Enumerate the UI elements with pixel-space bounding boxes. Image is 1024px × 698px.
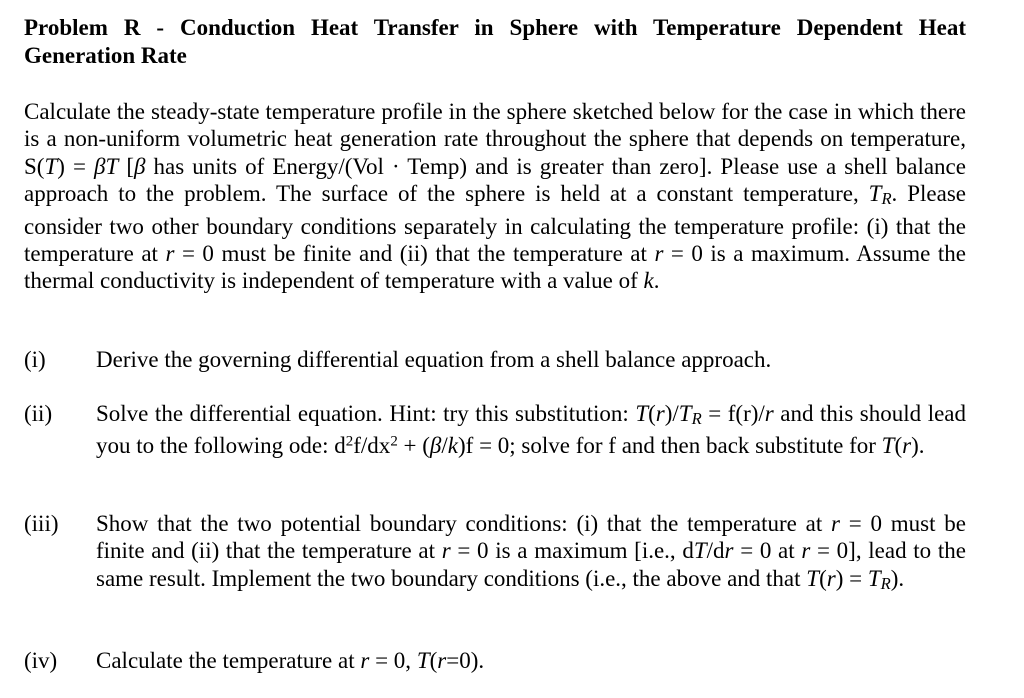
question-text: Derive the governing differential equation from a shell balance approach.	[96, 347, 772, 372]
question-number: (ii)	[24, 401, 53, 426]
question-text: Show that the two potential boundary conditions: (i) that the temperature at r = 0 must be finite and (ii) that the temperature at r = 0 is a maximum [i.e., dT/dr = 0 at r = 0], lead to the same result. Implement the two boundary conditions (i.e., the above and that $T(r) = T_R$).	[96, 511, 966, 593]
intro-paragraph: Calculate the steady-state temperature profile in the sphere sketched below for the case in which there is a non-uniform volumetric heat generation rate throughout the sphere that depends on temperature, S(T) = βT [β has units of Energy/(Vol · Temp) and is greater than zero]. Please use a shell balance approach to the problem. The surface of the sphere is held at a constant temperature, $T_R$. Please consider two other boundary conditions separately in calculating the temperature profile: (i) that the temperature at r = 0 must be finite and (ii) that the temperature at r = 0 is a maximum. Assume the thermal conductivity is independent of temperature with a value of k.	[24, 99, 967, 294]
question-number: (iv)	[24, 648, 58, 673]
question-text: Calculate the temperature at r = 0, T(r=0).	[96, 648, 485, 673]
question-text: Solve the differential equation. Hint: try this substitution: $T(r)/T_R = f(r)/r$ and this should lead you to the following ode: $d^2f/dx^2 + (\beta/k)f = 0$; solve for f and then back substitute for T(r).	[96, 401, 966, 459]
question-number: (i)	[24, 347, 46, 372]
problem-title: Problem R - Conduction Heat Transfer in Sphere with Temperature Dependent Heat Generation Rate	[24, 15, 966, 68]
question-number: (iii)	[24, 511, 59, 536]
